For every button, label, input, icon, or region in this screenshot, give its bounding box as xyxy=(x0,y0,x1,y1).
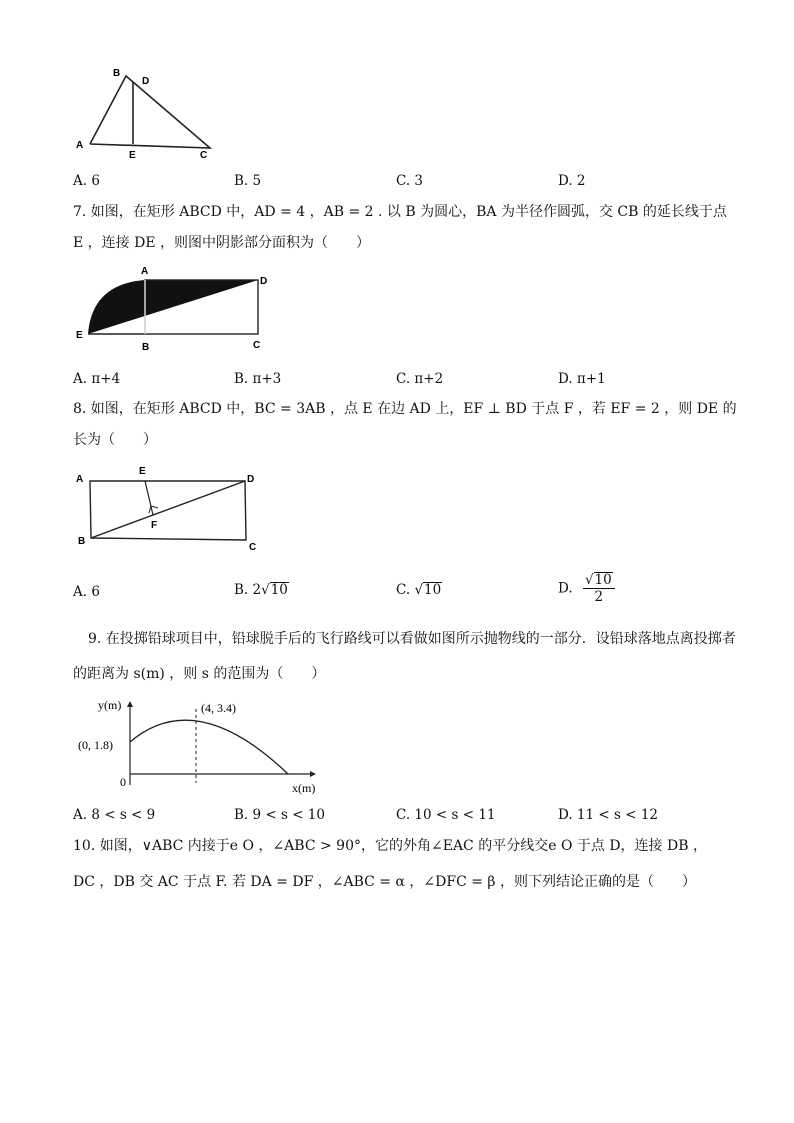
q8-text-line2: 长为（ ） xyxy=(73,432,157,448)
q8-option-d-numerator: 10 xyxy=(594,572,612,588)
q9-text-line1: 9. 在投掷铅球项目中，铅球脱手后的飞行路线可以看做如图所示抛物线的一部分．设铅球落地点离投掷者 xyxy=(88,631,736,647)
q8-option-d-denominator: 2 xyxy=(594,589,604,605)
q7-option-d[interactable]: D. π+1 xyxy=(558,371,606,387)
fig8-label-D: D xyxy=(247,474,255,485)
q9-option-d[interactable]: D. 11 < s < 12 xyxy=(558,807,658,823)
q8-option-b-prefix: B. 2 xyxy=(234,582,262,598)
q7-text-line1: 7. 如图，在矩形 ABCD 中，AD = 4 ，AB = 2 . 以 B 为圆心，BA 为半径作圆弧，交 CB 的延长线于点 xyxy=(73,204,727,220)
fig8-label-E: E xyxy=(139,466,146,477)
graph-x-axis-label: x(m) xyxy=(292,781,316,795)
fig8-label-C: C xyxy=(249,542,257,553)
q6-option-b[interactable]: B. 5 xyxy=(234,173,262,189)
q6-option-a[interactable]: A. 6 xyxy=(73,173,100,189)
fig7-label-C: C xyxy=(253,340,261,351)
q6-triangle-figure xyxy=(70,60,230,170)
q8-option-c-radicand: 10 xyxy=(424,582,442,598)
fig6-label-C: C xyxy=(200,150,208,161)
q8-text-line1: 8. 如图，在矩形 ABCD 中，BC = 3AB ，点 E 在边 AD 上，EF ⊥ BD 于点 F ，若 EF = 2 ，则 DE 的 xyxy=(73,401,737,417)
q9-parabola-graph xyxy=(70,695,330,800)
fig7-label-A: A xyxy=(141,266,149,277)
fig8-label-F: F xyxy=(151,520,158,531)
q8-option-d-fraction xyxy=(583,572,615,605)
q8-option-b[interactable] xyxy=(234,582,289,598)
sqrt-icon: √ xyxy=(584,572,594,588)
q8-option-b-radicand: 10 xyxy=(270,582,288,598)
fig7-label-B: B xyxy=(142,342,150,353)
fig6-label-D: D xyxy=(142,76,150,87)
fig7-label-E: E xyxy=(76,330,83,341)
fig6-label-A: A xyxy=(76,140,84,151)
fig8-label-B: B xyxy=(78,536,86,547)
q6-option-d[interactable]: D. 2 xyxy=(558,173,586,189)
q6-option-c[interactable]: C. 3 xyxy=(396,173,424,189)
graph-peak-label: (4, 3.4) xyxy=(201,701,236,715)
q9-option-a[interactable]: A. 8 < s < 9 xyxy=(73,807,156,823)
q7-text-line2: E ，连接 DE ，则图中阴影部分面积为（ ） xyxy=(73,235,371,251)
q7-option-a[interactable]: A. π+4 xyxy=(73,371,121,387)
q8-option-c[interactable] xyxy=(396,582,442,598)
q8-option-d[interactable] xyxy=(558,572,615,605)
fig6-label-E: E xyxy=(129,150,136,161)
q8-option-c-prefix: C. xyxy=(396,582,415,598)
q8-option-a[interactable]: A. 6 xyxy=(73,584,100,600)
q10-text-line2: DC ，DB 交 AC 于点 F. 若 DA = DF ，∠ABC = α ，∠DFC = β ，则下列结论正确的是（ ） xyxy=(73,874,696,890)
q8-rectangle-figure xyxy=(70,462,270,557)
fig7-label-D: D xyxy=(260,276,268,287)
q7-rectangle-figure xyxy=(70,262,280,357)
q7-option-c[interactable]: C. π+2 xyxy=(396,371,444,387)
graph-start-label: (0, 1.8) xyxy=(78,738,113,752)
q9-option-c[interactable]: C. 10 < s < 11 xyxy=(396,807,496,823)
sqrt-icon: √ xyxy=(261,582,270,598)
q7-option-b[interactable]: B. π+3 xyxy=(234,371,282,387)
q10-text-line1: 10. 如图，∨ABC 内接于e O ，∠ABC > 90°，它的外角∠EAC 的平分线交e O 于点 D，连接 DB ， xyxy=(73,838,707,854)
q9-text-line2: 的距离为 s(m) ，则 s 的范围为（ ） xyxy=(73,666,326,682)
fig6-label-B: B xyxy=(113,68,121,79)
fig8-label-A: A xyxy=(76,474,84,485)
sqrt-icon: √ xyxy=(414,582,424,598)
q9-option-b[interactable]: B. 9 < s < 10 xyxy=(234,807,325,823)
q8-option-d-prefix: D. xyxy=(558,580,573,597)
graph-origin-label: 0 xyxy=(120,775,126,789)
graph-y-axis-label: y(m) xyxy=(98,698,122,712)
